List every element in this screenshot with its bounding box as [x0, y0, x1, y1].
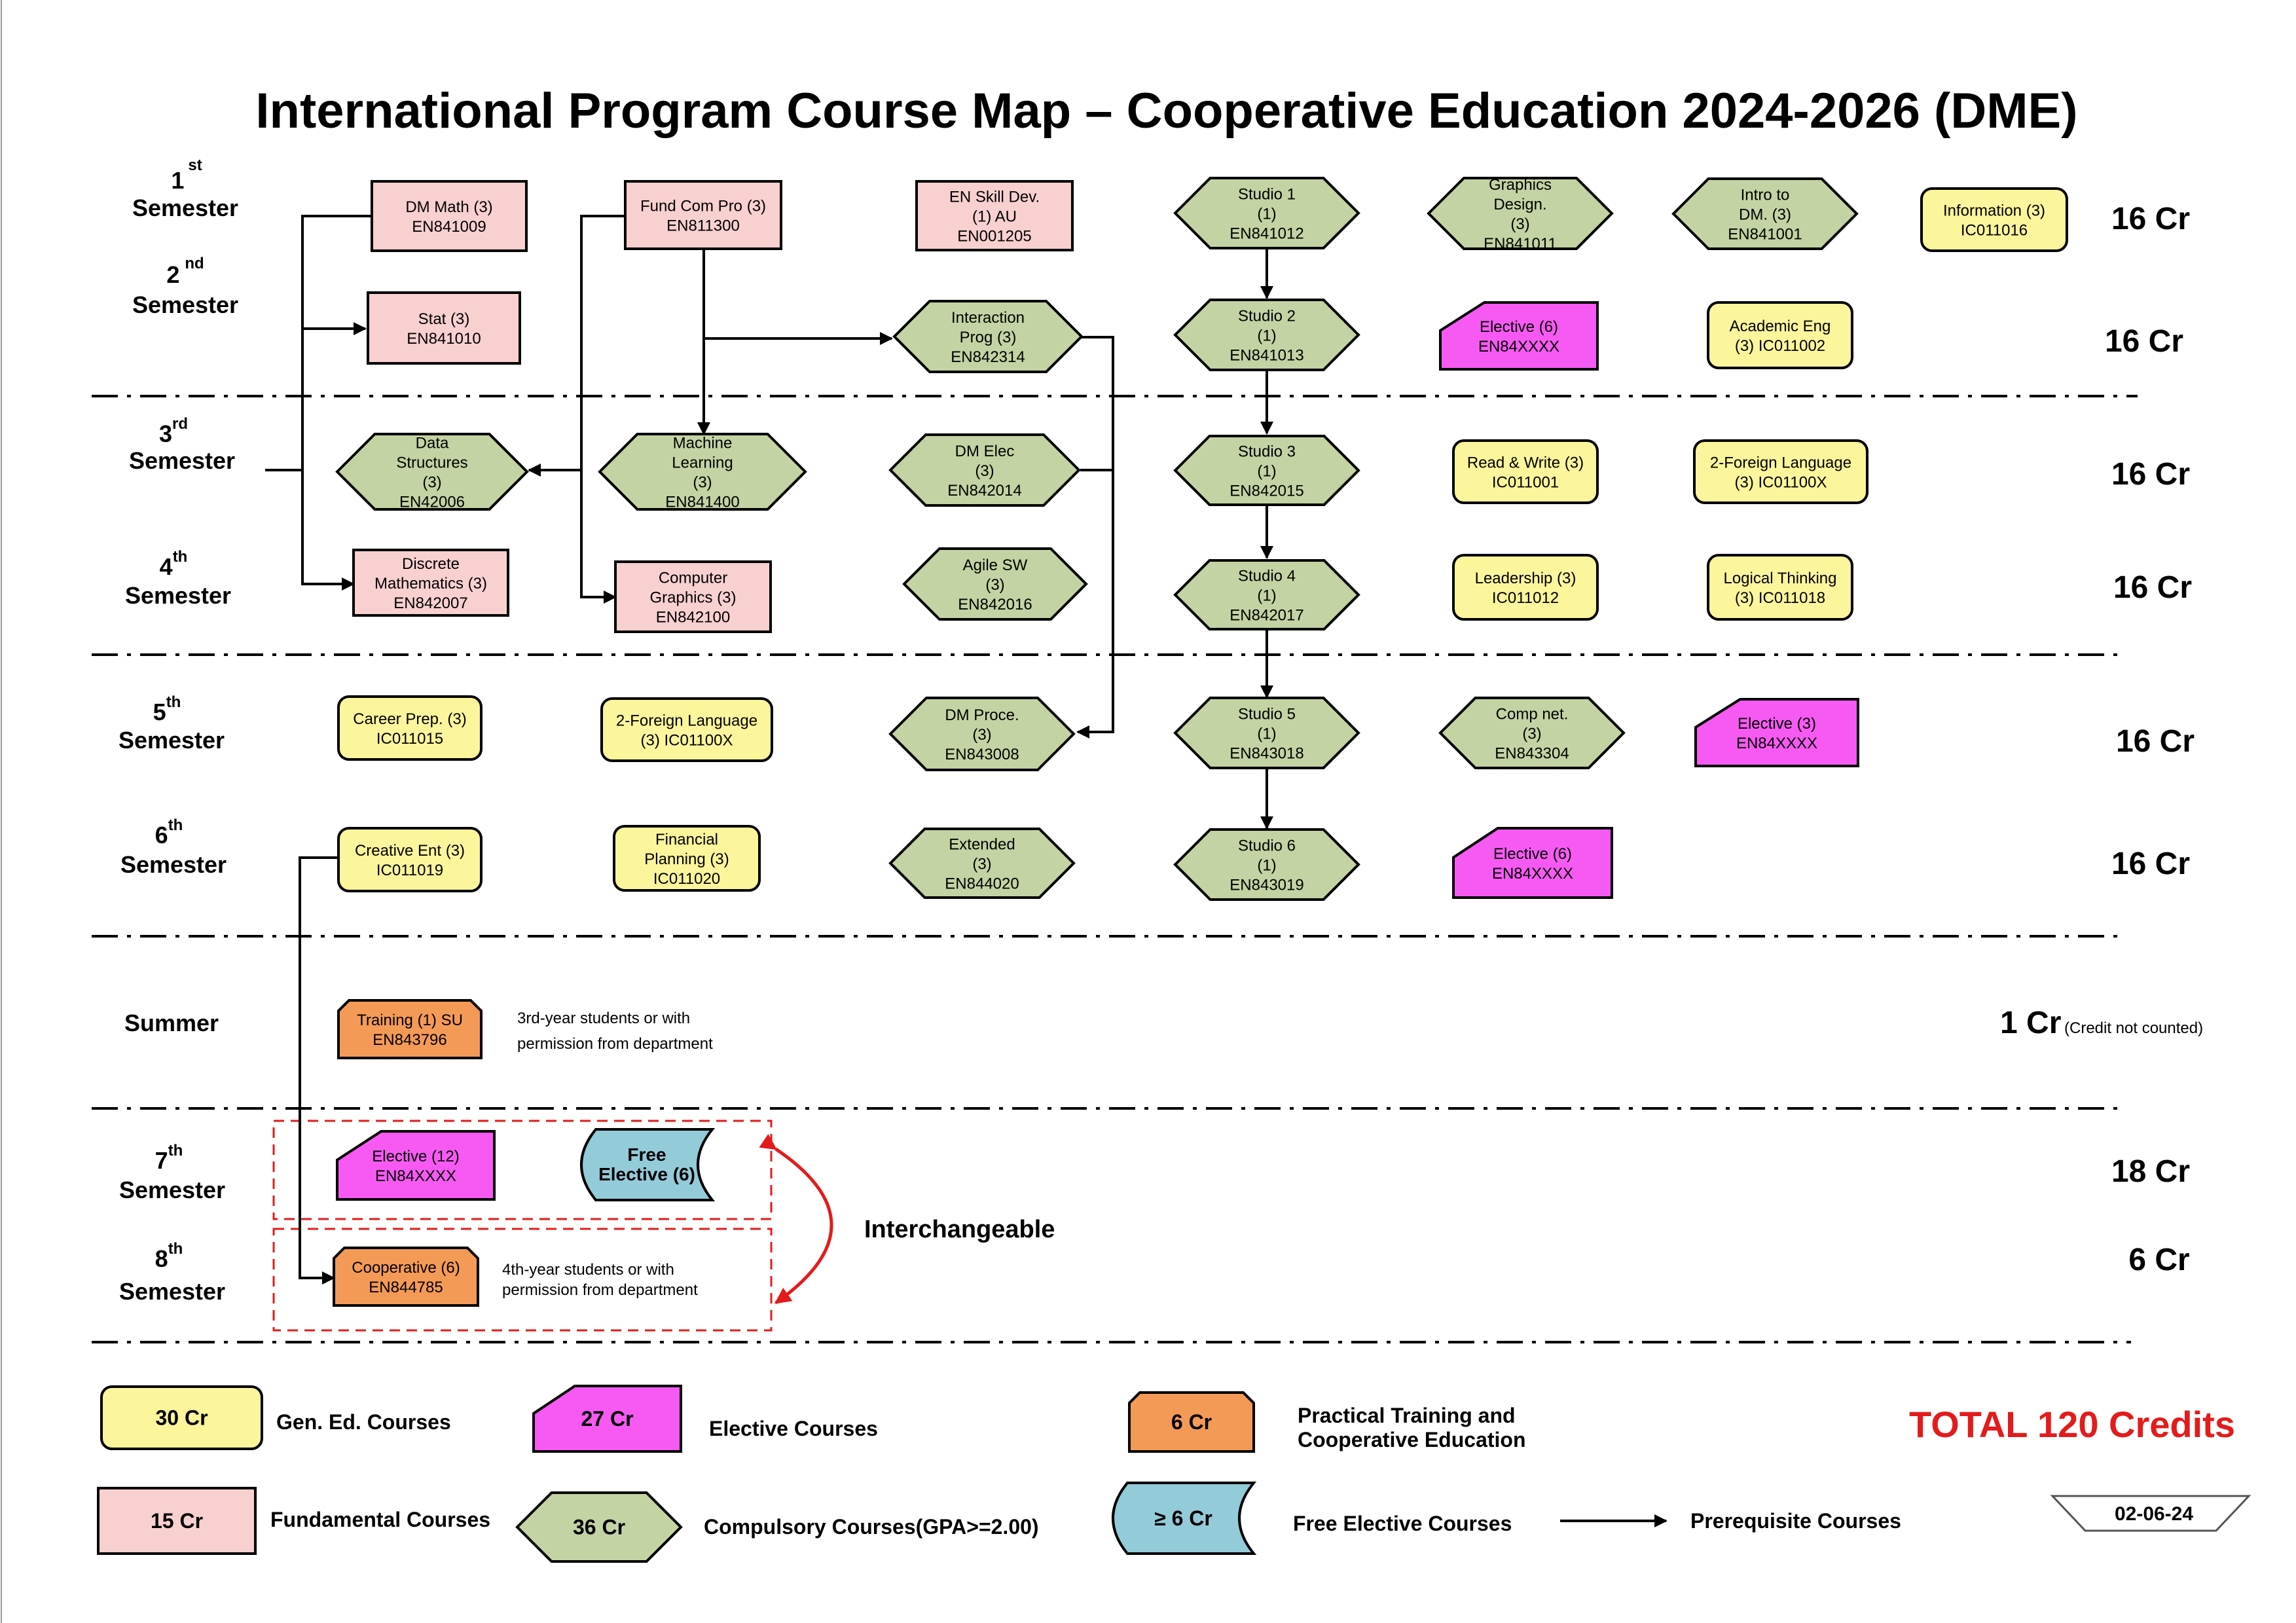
- course-text-line: EN843018: [1230, 744, 1304, 763]
- course-shape: [1694, 441, 1867, 503]
- course-text-line: EN841001: [1728, 225, 1802, 244]
- date-label: 02-06-24: [2114, 1503, 2194, 1525]
- course-text-line: (1) AU: [972, 208, 1017, 226]
- course-shape: [1696, 699, 1858, 766]
- course-text-line: DM Math (3): [405, 198, 493, 216]
- course-logical-thinking: [1708, 555, 1852, 619]
- semester-6-word: Semester: [120, 851, 227, 878]
- course-studio5: [1175, 698, 1358, 768]
- course-text-line: (3) IC011018: [1734, 589, 1826, 607]
- semester-8-word: Semester: [118, 1278, 226, 1305]
- course-text-line: Elective (6): [1479, 318, 1559, 336]
- course-text-line: EN841009: [412, 218, 486, 236]
- edge-creative-coop: [300, 858, 337, 1278]
- credits-summer-note: (Credit not counted): [2064, 1019, 2204, 1037]
- semester-6-label: 6th: [155, 816, 183, 848]
- course-text-line: Agile SW: [962, 556, 1028, 574]
- edge-dmmath-discrete: [302, 329, 354, 584]
- course-text-line: EN841013: [1230, 346, 1304, 365]
- page-title: International Program Course Map – Cooperative Education 2024-2026 (DME): [255, 83, 2078, 139]
- edge-dmmath-stat: [302, 216, 373, 329]
- semester-1-word: Semester: [132, 194, 239, 221]
- course-text-line: EN84XXXX: [1478, 338, 1560, 356]
- legend-compulsory-label: Compulsory Courses(GPA>=2.00): [704, 1515, 1039, 1539]
- legend-elective-label: Elective Courses: [709, 1417, 878, 1440]
- course-text-line: EN842007: [393, 594, 468, 612]
- course-text-line: (1): [1257, 725, 1277, 743]
- course-nodes: [334, 176, 2067, 1305]
- course-free-elective: [581, 1129, 712, 1200]
- course-discrete-math: [354, 550, 508, 615]
- course-shape: [372, 181, 526, 251]
- course-shape: [1453, 828, 1612, 898]
- course-elective6-s6: [1453, 828, 1612, 898]
- semester-7-word: Semester: [118, 1176, 226, 1203]
- course-text-line: (3): [422, 473, 442, 492]
- course-text-line: IC011001: [1491, 473, 1559, 492]
- course-text-line: (1): [1257, 856, 1277, 875]
- course-creative-ent: [338, 828, 481, 891]
- course-text-line: Elective (12): [372, 1148, 460, 1165]
- course-text-line: EN842016: [958, 596, 1032, 613]
- course-text-line: EN843304: [1495, 744, 1569, 763]
- course-text-line: Planning (3): [644, 850, 729, 868]
- course-shape: [1453, 555, 1597, 619]
- course-shape: [338, 697, 481, 759]
- course-text-line: Structures: [396, 454, 468, 472]
- course-comp-net: [1440, 698, 1624, 768]
- course-studio2: [1175, 300, 1358, 370]
- credits-s4: 16 Cr: [2113, 570, 2193, 605]
- course-elective12: [337, 1131, 494, 1199]
- course-shape: [1440, 302, 1597, 369]
- course-text-line: Free: [627, 1144, 666, 1165]
- course-text-line: Computer: [658, 569, 728, 587]
- course-text-line: (3): [972, 726, 992, 744]
- course-interaction-prog: [894, 301, 1082, 372]
- course-intro-dm: [1673, 179, 1857, 249]
- course-text-line: EN42006: [399, 493, 465, 511]
- semester-credits: [2000, 202, 2203, 1277]
- course-text-line: Graphics: [1488, 176, 1552, 194]
- course-text-line: (1): [1257, 327, 1277, 345]
- course-text-line: Studio 6: [1237, 837, 1296, 855]
- semester-labels: [118, 156, 238, 1305]
- course-text-line: EN811300: [666, 217, 740, 235]
- course-cooperative: [334, 1248, 478, 1305]
- semester-7-label: 7th: [155, 1142, 183, 1174]
- course-text-line: EN844785: [369, 1279, 443, 1296]
- course-training: [338, 1000, 481, 1058]
- course-text-line: EN842017: [1230, 606, 1304, 625]
- interchangeable-arrow: [776, 1149, 831, 1303]
- course-text-line: EN841400: [665, 493, 740, 511]
- course-information: [1922, 189, 2067, 251]
- course-en-skill: [917, 181, 1072, 250]
- course-text-line: Interaction: [951, 309, 1025, 327]
- legend-elective-credits: 27 Cr: [581, 1407, 634, 1431]
- course-computer-graphics: [615, 562, 771, 632]
- course-text-line: (1): [1257, 205, 1277, 223]
- course-text-line: (3): [1522, 725, 1542, 743]
- course-text-line: DM. (3): [1739, 206, 1791, 224]
- semester-1-label: 1st: [171, 156, 202, 194]
- course-text-line: EN841011: [1484, 235, 1557, 253]
- course-text-line: IC011019: [376, 862, 444, 879]
- course-text-line: Intro to: [1740, 186, 1790, 204]
- course-data-structures: [337, 434, 527, 511]
- course-text-line: Leadership (3): [1474, 570, 1576, 587]
- course-academic-eng: [1708, 302, 1852, 368]
- course-dm-math: [372, 181, 526, 251]
- coop-note-line-2: permission from department: [502, 1281, 698, 1299]
- course-text-line: Academic Eng: [1729, 318, 1831, 335]
- course-stat: [368, 293, 520, 363]
- course-text-line: EN84XXXX: [1736, 735, 1818, 752]
- legend-free-elective-label: Free Elective Courses: [1293, 1512, 1512, 1535]
- legend-practical-credits: 6 Cr: [1171, 1410, 1212, 1434]
- course-shape: [368, 293, 520, 363]
- legend: [98, 1386, 2249, 1561]
- course-text-line: Machine: [672, 434, 733, 452]
- course-text-line: 2-Foreign Language: [615, 712, 758, 730]
- legend-compulsory-credits: 36 Cr: [572, 1515, 626, 1539]
- course-text-line: Data: [415, 434, 449, 452]
- course-financial-planning: [614, 826, 759, 890]
- legend-gen-ed-credits: 30 Cr: [155, 1406, 208, 1430]
- course-leadership: [1453, 555, 1597, 619]
- legend-gen-ed-label: Gen. Ed. Courses: [276, 1410, 451, 1434]
- legend-fundamental-label: Fundamental Courses: [270, 1508, 491, 1531]
- course-shape: [625, 181, 781, 249]
- semester-4-label: 4th: [159, 548, 188, 580]
- course-studio3: [1175, 436, 1358, 505]
- course-text-line: IC011012: [1491, 589, 1559, 607]
- course-text-line: Discrete: [401, 555, 460, 573]
- course-shape: [338, 828, 481, 891]
- course-text-line: Career Prep. (3): [353, 710, 467, 728]
- credits-s1: 16 Cr: [2111, 202, 2191, 236]
- course-foreign-lang-s3: [1694, 441, 1867, 503]
- course-extended: [890, 829, 1074, 898]
- course-text-line: EN Skill Dev.: [949, 188, 1040, 206]
- course-text-line: EN84XXXX: [374, 1167, 457, 1185]
- course-text-line: Training (1) SU: [357, 1012, 463, 1029]
- course-shape: [337, 1131, 494, 1199]
- course-text-line: EN841010: [407, 330, 481, 348]
- course-text-line: Stat (3): [418, 310, 470, 328]
- semester-5-word: Semester: [118, 727, 225, 754]
- semester-8-label: 8th: [155, 1240, 183, 1272]
- semester-5-label: 5th: [153, 693, 181, 725]
- course-shape: [602, 699, 772, 761]
- course-shape: [1922, 189, 2067, 251]
- course-text-line: EN001205: [957, 227, 1032, 246]
- course-text-line: IC011015: [376, 730, 444, 748]
- course-text-line: Elective (6): [1493, 845, 1573, 863]
- course-text-line: Elective (3): [1737, 715, 1817, 733]
- course-text-line: (3) IC011002: [1734, 337, 1826, 355]
- course-text-line: EN842014: [947, 482, 1022, 500]
- credits-s8: 6 Cr: [2128, 1243, 2190, 1277]
- summer-label: Summer: [124, 1010, 219, 1036]
- course-text-line: Fund Com Pro (3): [640, 197, 767, 215]
- credits-s2: 16 Cr: [2104, 324, 2184, 359]
- semester-2-label: 2 $^{nd}$: [166, 255, 204, 288]
- course-elective6-s2: [1440, 302, 1597, 369]
- course-text-line: Creative Ent (3): [354, 842, 465, 860]
- course-foreign-lang-s5: [602, 699, 772, 761]
- course-text-line: (3) IC01100X: [1734, 473, 1827, 492]
- course-dm-proce: [890, 698, 1074, 770]
- course-machine-learning: [600, 434, 805, 511]
- course-text-line: Financial: [655, 831, 719, 848]
- course-agile-sw: [904, 549, 1086, 619]
- course-text-line: (3): [1510, 215, 1530, 233]
- legend-practical-label-line-1: Practical Training and: [1298, 1404, 1516, 1427]
- course-career-prep: [338, 697, 481, 759]
- course-text-line: DM Proce.: [945, 706, 1019, 724]
- credits-s5: 16 Cr: [2115, 724, 2195, 759]
- interchangeable-label: Interchangeable: [864, 1216, 1055, 1243]
- course-text-line: 2-Foreign Language: [1709, 454, 1852, 472]
- course-text-line: EN843796: [373, 1031, 447, 1049]
- course-text-line: Extended: [949, 835, 1015, 854]
- legend-prerequisite-label: Prerequisite Courses: [1690, 1509, 1901, 1533]
- course-text-line: DM Elec: [955, 443, 1015, 460]
- course-text-line: IC011016: [1960, 221, 2028, 240]
- course-text-line: Elective (6): [598, 1164, 695, 1184]
- semester-2-word: Semester: [132, 291, 239, 318]
- course-text-line: Prog (3): [959, 329, 1017, 346]
- course-shape: [1708, 555, 1852, 619]
- course-shape: [338, 1000, 481, 1058]
- credits-s3: 16 Cr: [2111, 457, 2191, 492]
- course-text-line: Logical Thinking: [1723, 570, 1837, 587]
- course-text-line: (3): [972, 855, 992, 873]
- course-text-line: (3): [985, 576, 1005, 594]
- course-text-line: EN842100: [655, 608, 731, 627]
- course-shape: [1708, 302, 1852, 368]
- course-text-line: Studio 2: [1237, 307, 1296, 325]
- course-dm-elec: [890, 435, 1079, 505]
- course-text-line: Mathematics (3): [374, 575, 488, 593]
- course-text-line: Information (3): [1942, 202, 2046, 220]
- course-text-line: Cooperative (6): [352, 1259, 460, 1277]
- course-text-line: Studio 5: [1237, 705, 1296, 723]
- edge-fcp-compgraphics: [581, 216, 627, 597]
- course-text-line: EN843019: [1230, 876, 1304, 894]
- credits-summer: 1 Cr: [2000, 1006, 2062, 1040]
- legend-fundamental-credits: 15 Cr: [150, 1509, 204, 1533]
- semester-4-word: Semester: [124, 582, 232, 609]
- course-text-line: EN841012: [1230, 225, 1304, 243]
- course-text-line: EN844020: [945, 875, 1019, 893]
- course-text-line: (3) IC01100X: [640, 731, 733, 750]
- semester-3-word: Semester: [128, 447, 236, 474]
- summer-note-line-1: 3rd-year students or with: [517, 1010, 691, 1027]
- course-text-line: Comp net.: [1495, 705, 1569, 723]
- course-text-line: (3): [975, 462, 994, 480]
- course-text-line: EN843008: [945, 746, 1019, 763]
- course-text-line: EN84XXXX: [1491, 865, 1574, 883]
- course-fund-com-pro: [625, 181, 781, 249]
- course-elective3-s5: [1696, 699, 1858, 766]
- course-shape: [1453, 441, 1597, 503]
- course-graphics-design: [1429, 176, 1612, 253]
- course-text-line: Read & Write (3): [1467, 454, 1584, 472]
- course-text-line: EN842015: [1230, 482, 1304, 500]
- summer-note-line-2: permission from department: [517, 1035, 713, 1053]
- legend-practical-label-line-2: Cooperative Education: [1298, 1428, 1526, 1451]
- course-text-line: Learning: [672, 454, 733, 472]
- course-read-write: [1453, 441, 1597, 503]
- course-text-line: (1): [1257, 462, 1277, 481]
- legend-free-elective-credits: ≥ 6 Cr: [1154, 1506, 1212, 1530]
- course-text-line: Design.: [1493, 196, 1547, 213]
- credits-s7: 18 Cr: [2111, 1154, 2191, 1189]
- course-text-line: Studio 1: [1237, 185, 1296, 204]
- course-text-line: EN842314: [951, 348, 1025, 366]
- course-shape: [334, 1248, 478, 1305]
- course-text-line: Graphics (3): [649, 589, 737, 607]
- course-text-line: IC011020: [653, 870, 721, 888]
- semester-3-label: 3rd: [158, 415, 189, 447]
- credits-s6: 16 Cr: [2111, 847, 2191, 881]
- coop-note-line-1: 4th-year students or with: [502, 1261, 674, 1279]
- total-credits: TOTAL 120 Credits: [1909, 1404, 2235, 1445]
- course-text-line: (1): [1257, 587, 1277, 605]
- course-text-line: Studio 3: [1237, 443, 1296, 461]
- course-studio1: [1175, 178, 1358, 248]
- course-studio4: [1175, 560, 1358, 629]
- course-text-line: Studio 4: [1237, 567, 1296, 585]
- course-studio6: [1175, 830, 1358, 900]
- course-text-line: (3): [693, 473, 712, 492]
